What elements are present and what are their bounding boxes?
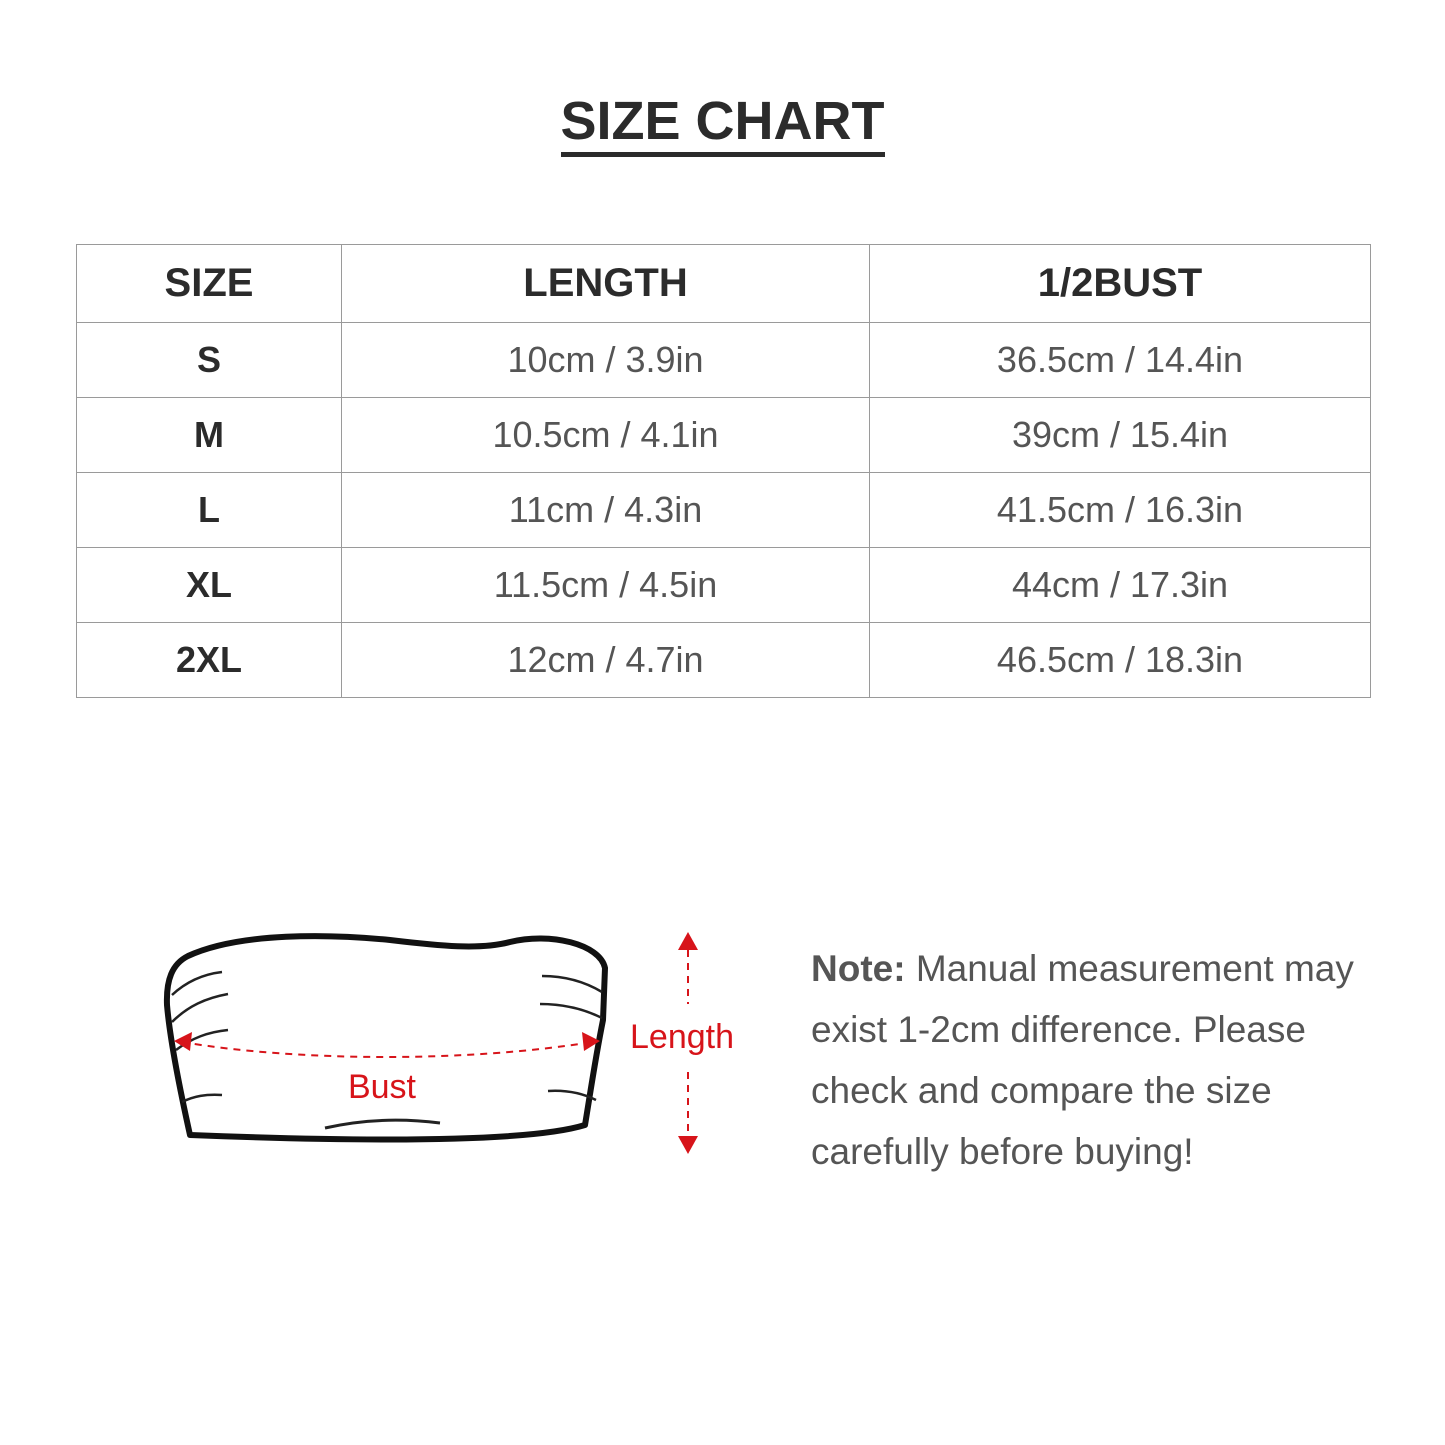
garment-outline	[167, 936, 605, 1139]
gather-line	[542, 976, 602, 992]
length-cell: 11.5cm / 4.5in	[342, 548, 870, 623]
length-arrow-down-icon	[678, 1136, 698, 1154]
length-cell: 10cm / 3.9in	[342, 323, 870, 398]
header-size: SIZE	[77, 245, 342, 323]
gather-line	[172, 972, 222, 995]
note-text	[811, 938, 1391, 1182]
length-cell: 11cm / 4.3in	[342, 473, 870, 548]
gather-line	[182, 1095, 222, 1102]
bust-cell: 39cm / 15.4in	[870, 398, 1371, 473]
gather-line	[540, 1004, 602, 1018]
note-label: Note:	[811, 948, 906, 989]
bust-cell: 44cm / 17.3in	[870, 548, 1371, 623]
length-cell: 10.5cm / 4.1in	[342, 398, 870, 473]
gather-line	[172, 994, 228, 1022]
page-title	[0, 88, 1445, 157]
hem-line	[325, 1120, 440, 1128]
size-cell: M	[77, 398, 342, 473]
header-length: LENGTH	[342, 245, 870, 323]
length-cell: 12cm / 4.7in	[342, 623, 870, 698]
header-half-bust: 1/2BUST	[870, 245, 1371, 323]
table-row	[77, 473, 1371, 548]
table-row	[77, 323, 1371, 398]
length-arrow-up-icon	[678, 932, 698, 950]
length-label: Length	[630, 1018, 734, 1056]
table-row	[77, 398, 1371, 473]
size-cell: L	[77, 473, 342, 548]
table-row	[77, 623, 1371, 698]
bust-label: Bust	[347, 1068, 417, 1106]
bandeau-diagram	[150, 920, 770, 1170]
bust-cell: 36.5cm / 14.4in	[870, 323, 1371, 398]
note-body: Manual measurement may exist 1-2cm difference. Please check and compare the size carefully before buying!	[811, 948, 1354, 1172]
bust-measure-line	[182, 1042, 592, 1057]
size-cell: S	[77, 323, 342, 398]
size-cell: XL	[77, 548, 342, 623]
table-row	[77, 548, 1371, 623]
title-text: SIZE CHART	[561, 90, 885, 157]
table-header-row	[77, 245, 1371, 323]
size-table	[76, 244, 1371, 698]
bust-cell: 41.5cm / 16.3in	[870, 473, 1371, 548]
bust-cell: 46.5cm / 18.3in	[870, 623, 1371, 698]
size-cell: 2XL	[77, 623, 342, 698]
